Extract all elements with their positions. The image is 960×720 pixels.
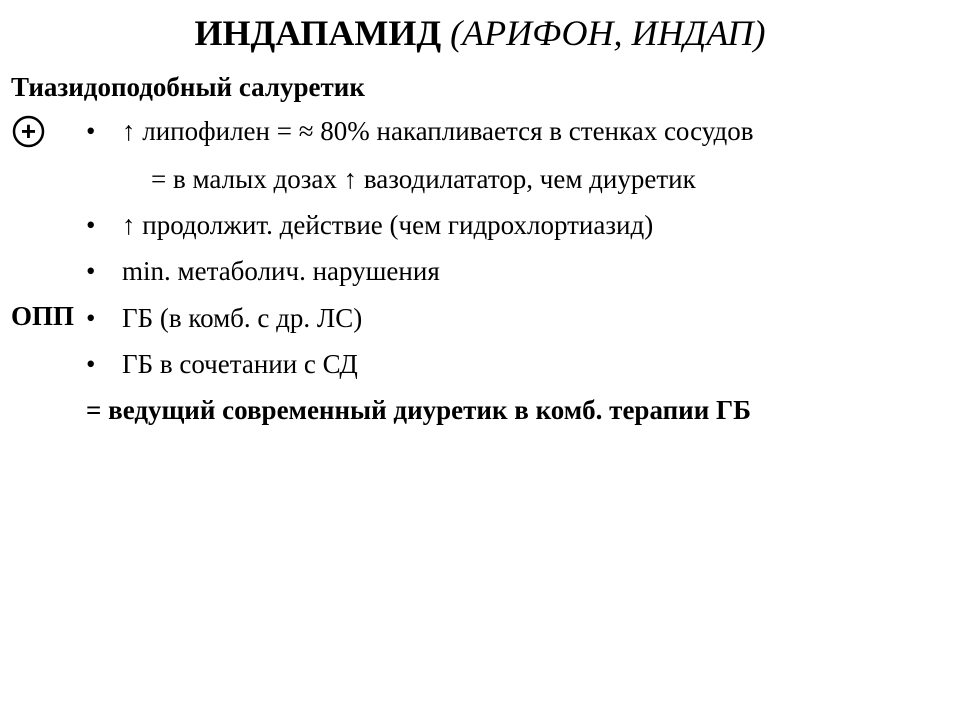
bullet-3: • <box>86 210 96 240</box>
list-item-6: ГБ в сочетании с СД <box>122 349 358 379</box>
plus-circle-icon <box>12 115 45 148</box>
list-item-4: min. метаболич. нарушения <box>122 256 440 286</box>
plus-icon-text: + <box>20 116 37 146</box>
bullet-5: • <box>86 303 96 333</box>
title-sub: (АРИФОН, ИНДАП) <box>450 13 766 53</box>
bullet-6: • <box>86 349 96 379</box>
list-item-1: ↑ липофилен = ≈ 80% накапливается в стенках сосудов <box>122 116 754 146</box>
list-item-1-continuation: = в малых дозах ↑ вазодилататор, чем диуретик <box>151 164 696 194</box>
title-main: ИНДАПАМИД <box>194 13 442 53</box>
list-item-5: ГБ (в комб. с др. ЛС) <box>122 303 363 333</box>
bullet-4: • <box>86 256 96 286</box>
conclusion-line: = ведущий современный диуретик в комб. терапии ГБ <box>86 395 752 425</box>
drug-class-heading: Тиазидоподобный салуретик <box>11 72 365 102</box>
bullet-1: • <box>86 116 96 146</box>
list-item-3: ↑ продолжит. действие (чем гидрохлортиазид) <box>122 210 654 240</box>
slide-title <box>0 10 960 56</box>
indications-label: ОПП <box>11 301 75 331</box>
